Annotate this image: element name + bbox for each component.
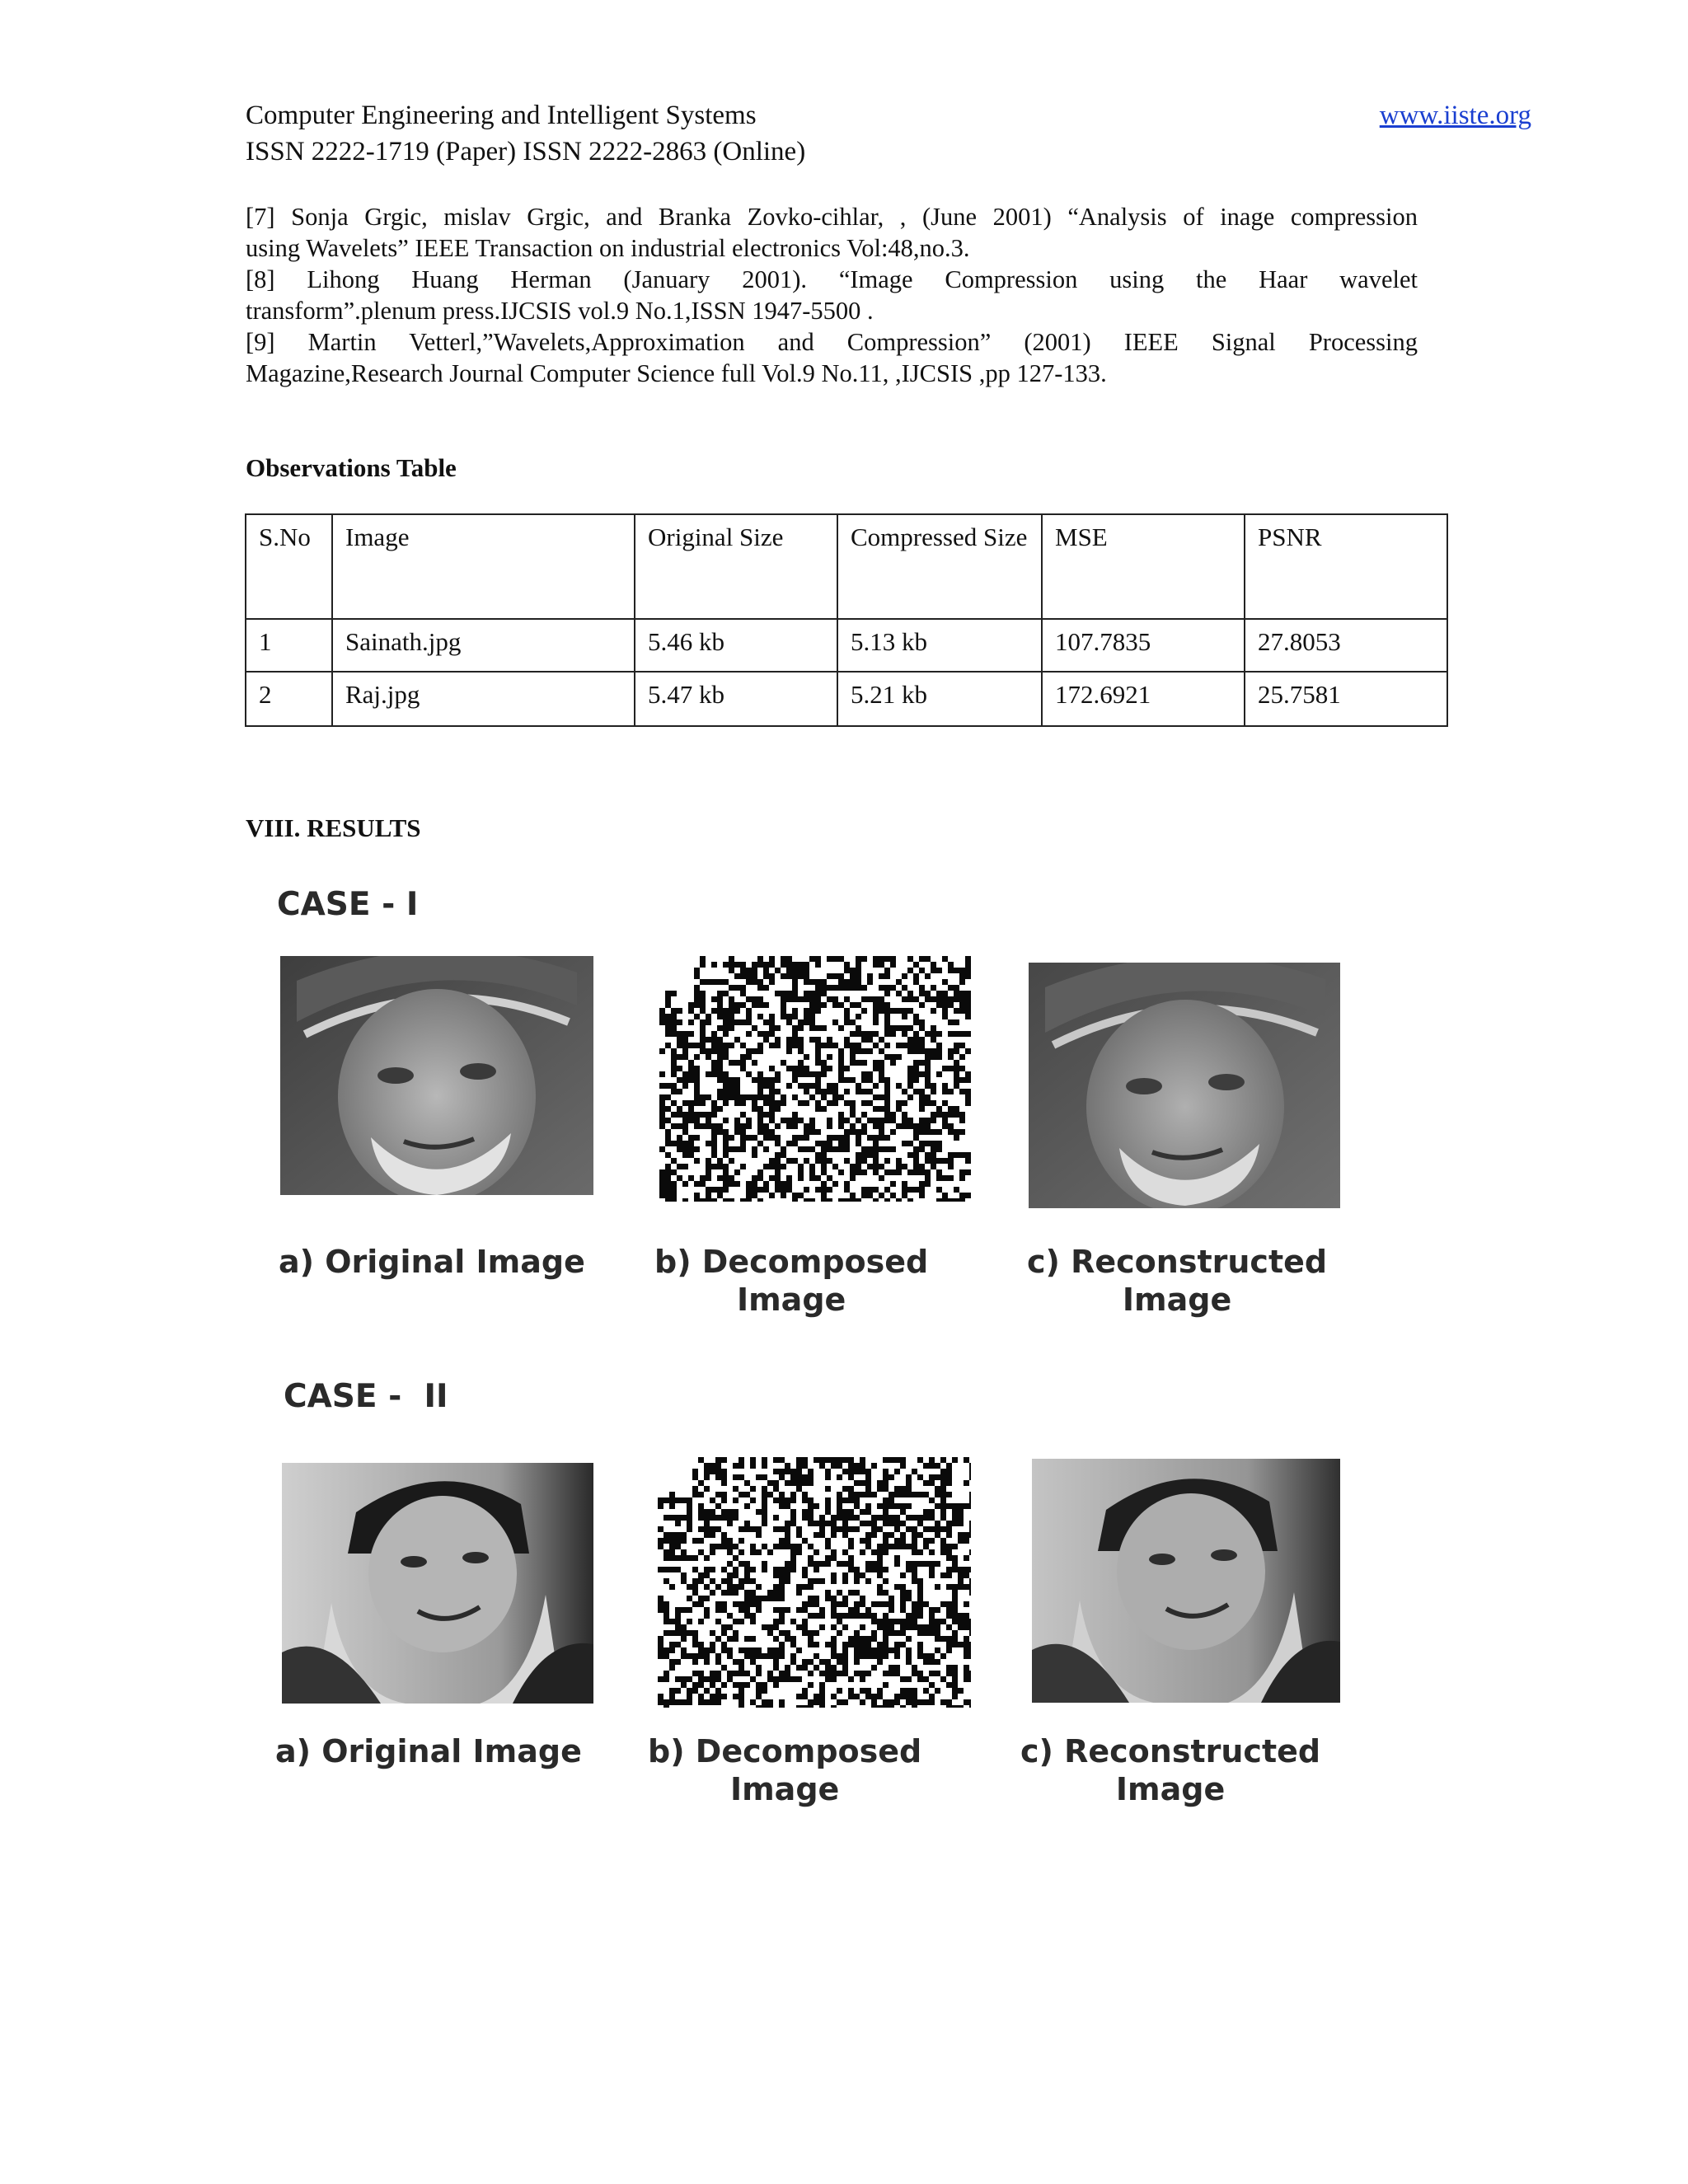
decomposed-image-sainath [659,956,971,1202]
table-cell: 5.21 kb [837,672,1042,726]
original-image-sainath [280,956,593,1195]
table-cell: 25.7581 [1245,672,1447,726]
reference-line: [9] Martin Vetterl,”Wavelets,Approximation and Compression” (2001) IEEE Signal Processing [246,328,1418,356]
reference-item [246,264,1418,326]
header-cell: MSE [1042,514,1245,619]
website-link[interactable]: www.iiste.org [1379,101,1531,130]
reconstructed-image-raj [1032,1459,1340,1703]
journal-name: Computer Engineering and Intelligent Systems [246,101,757,130]
observations-table-title: Observations Table [246,453,457,482]
case-1-label: CASE - I [277,886,419,923]
table-row [246,619,1447,672]
case-2-label: CASE - II [284,1378,448,1415]
table-cell: 1 [246,619,332,672]
reference-line: Magazine,Research Journal Computer Science full Vol.9 No.11, ,IJCSIS ,pp 127-133. [246,359,1107,387]
reference-line: transform”.plenum press.IJCSIS vol.9 No.1,ISSN 1947-5500 . [246,297,874,325]
issn-line: ISSN 2222-1719 (Paper) ISSN 2222-2863 (Online) [246,137,806,166]
table-cell: 5.47 kb [635,672,837,726]
reference-item [246,326,1418,389]
reference-line: [7] Sonja Grgic, mislav Grgic, and Branka Zovko-cihlar, , (June 2001) “Analysis of inage compression [246,203,1418,231]
caption-decomposed-image-1: b) Decomposed Image [654,1244,929,1318]
table-cell: 5.46 kb [635,619,837,672]
caption-original-image-1: a) Original Image [279,1244,585,1280]
header-cell: S.No [246,514,332,619]
header-cell: Original Size [635,514,837,619]
table-cell: 172.6921 [1042,672,1245,726]
decomposed-image-raj [658,1457,971,1708]
caption-reconstructed-image-2: c) Reconstructed Image [1020,1733,1321,1807]
table-cell: Sainath.jpg [332,619,635,672]
table-cell: 5.13 kb [837,619,1042,672]
table-row [246,672,1447,726]
header-cell: Image [332,514,635,619]
reference-line: [8] Lihong Huang Herman (January 2001). “Image Compression using the Haar wavelet [246,265,1418,293]
reconstructed-image-sainath [1029,963,1340,1208]
caption-reconstructed-image-1: c) Reconstructed Image [1027,1244,1328,1318]
table-cell: 27.8053 [1245,619,1447,672]
reference-item [246,201,1418,264]
table-cell: 107.7835 [1042,619,1245,672]
original-image-raj [282,1463,593,1704]
caption-original-image-2: a) Original Image [275,1733,582,1769]
reference-list [246,201,1418,389]
caption-decomposed-image-2: b) Decomposed Image [648,1733,922,1807]
observations-table [245,513,1448,727]
reference-line: using Wavelets” IEEE Transaction on industrial electronics Vol:48,no.3. [246,234,970,262]
header-cell: PSNR [1245,514,1447,619]
header-cell: Compressed Size [837,514,1042,619]
running-header [246,97,805,170]
table-cell: Raj.jpg [332,672,635,726]
table-cell: 2 [246,672,332,726]
results-section-title: VIII. RESULTS [246,813,421,842]
table-header-row [246,514,1447,619]
